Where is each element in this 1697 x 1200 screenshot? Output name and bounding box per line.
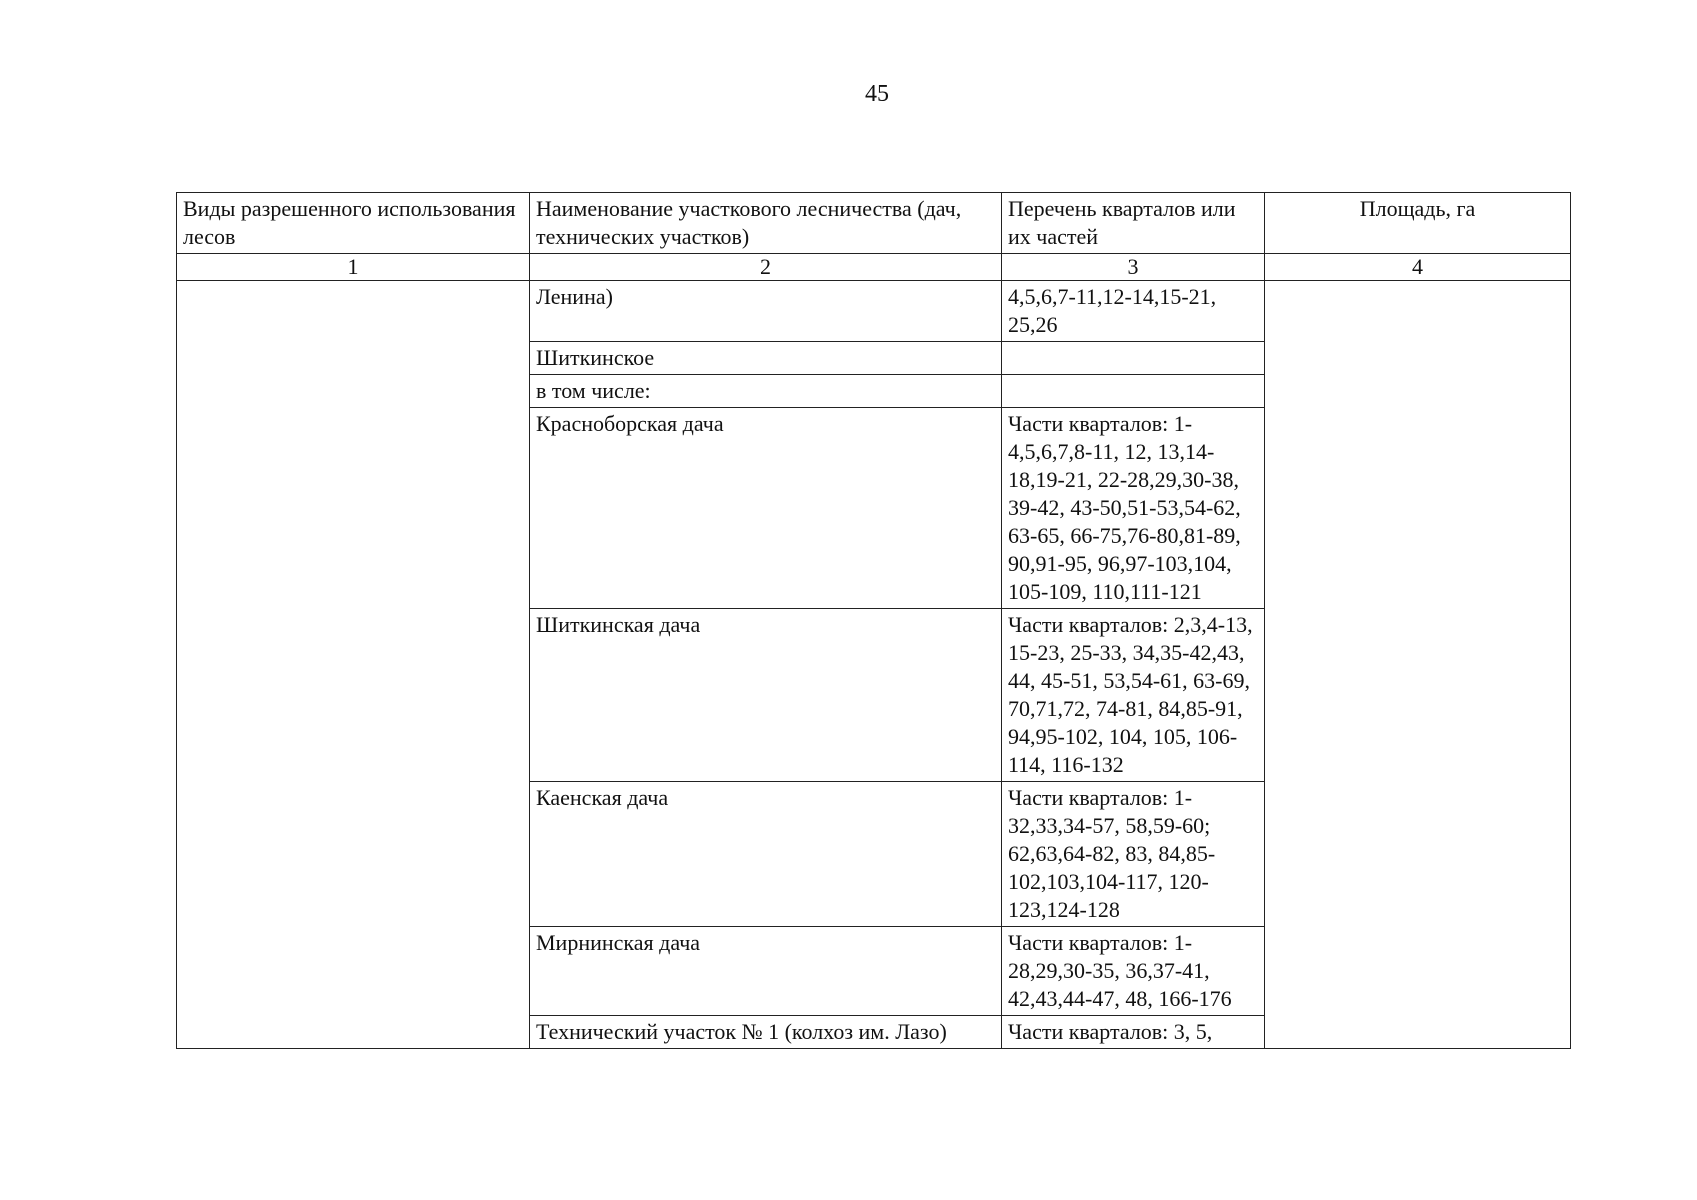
forestry-name-cell: Каенская дача — [530, 782, 1002, 927]
forestry-name-cell: Шиткинское — [530, 342, 1002, 375]
forest-use-type-cell — [177, 281, 530, 1049]
forestry-name-cell: в том числе: — [530, 375, 1002, 408]
forestry-name-cell: Шиткинская дача — [530, 609, 1002, 782]
forestry-name-cell: Технический участок № 1 (колхоз им. Лазо) — [530, 1016, 1002, 1049]
header-forest-use-types: Виды разрешенного использования лесов — [177, 193, 530, 254]
forestry-name-cell: Ленина) — [530, 281, 1002, 342]
quarters-cell: Части кварталов: 1-28,29,30-35, 36,37-41, 42,43,44-47, 48, 166-176 — [1002, 927, 1265, 1016]
column-number-row — [177, 254, 1571, 281]
page-number: 45 — [865, 81, 889, 107]
quarters-cell: Части кварталов: 3, 5, — [1002, 1016, 1265, 1049]
header-forestry-name: Наименование участкового лесничества (дач, технических участков) — [530, 193, 1002, 254]
quarters-cell: Части кварталов: 1-32,33,34-57, 58,59-60; 62,63,64-82, 83, 84,85-102,103,104-117, 120-123,124-128 — [1002, 782, 1265, 927]
table-row — [177, 281, 1571, 342]
forestry-name-cell: Красноборская дача — [530, 408, 1002, 609]
quarters-cell — [1002, 375, 1265, 408]
area-cell — [1265, 281, 1571, 1049]
forestry-name-cell: Мирнинская дача — [530, 927, 1002, 1016]
column-number: 4 — [1265, 254, 1571, 281]
header-quarters-list: Перечень кварталов или их частей — [1002, 193, 1265, 254]
quarters-cell — [1002, 342, 1265, 375]
quarters-cell: Части кварталов: 2,3,4-13, 15-23, 25-33, 34,35-42,43, 44, 45-51, 53,54-61, 63-69, 70,71,72, 74-81, 84,85-91, 94,95-102, 104, 105, 106-114, 116-132 — [1002, 609, 1265, 782]
table-header-row — [177, 193, 1571, 254]
column-number: 1 — [177, 254, 530, 281]
forest-use-table — [176, 192, 1571, 1049]
column-number: 2 — [530, 254, 1002, 281]
quarters-cell: 4,5,6,7-11,12-14,15-21, 25,26 — [1002, 281, 1265, 342]
quarters-cell: Части кварталов: 1-4,5,6,7,8-11, 12, 13,14-18,19-21, 22-28,29,30-38, 39-42, 43-50,51-53,54-62, 63-65, 66-75,76-80,81-89, 90,91-95, 96,97-103,104, 105-109, 110,111-121 — [1002, 408, 1265, 609]
header-area: Площадь, га — [1265, 193, 1571, 254]
column-number: 3 — [1002, 254, 1265, 281]
